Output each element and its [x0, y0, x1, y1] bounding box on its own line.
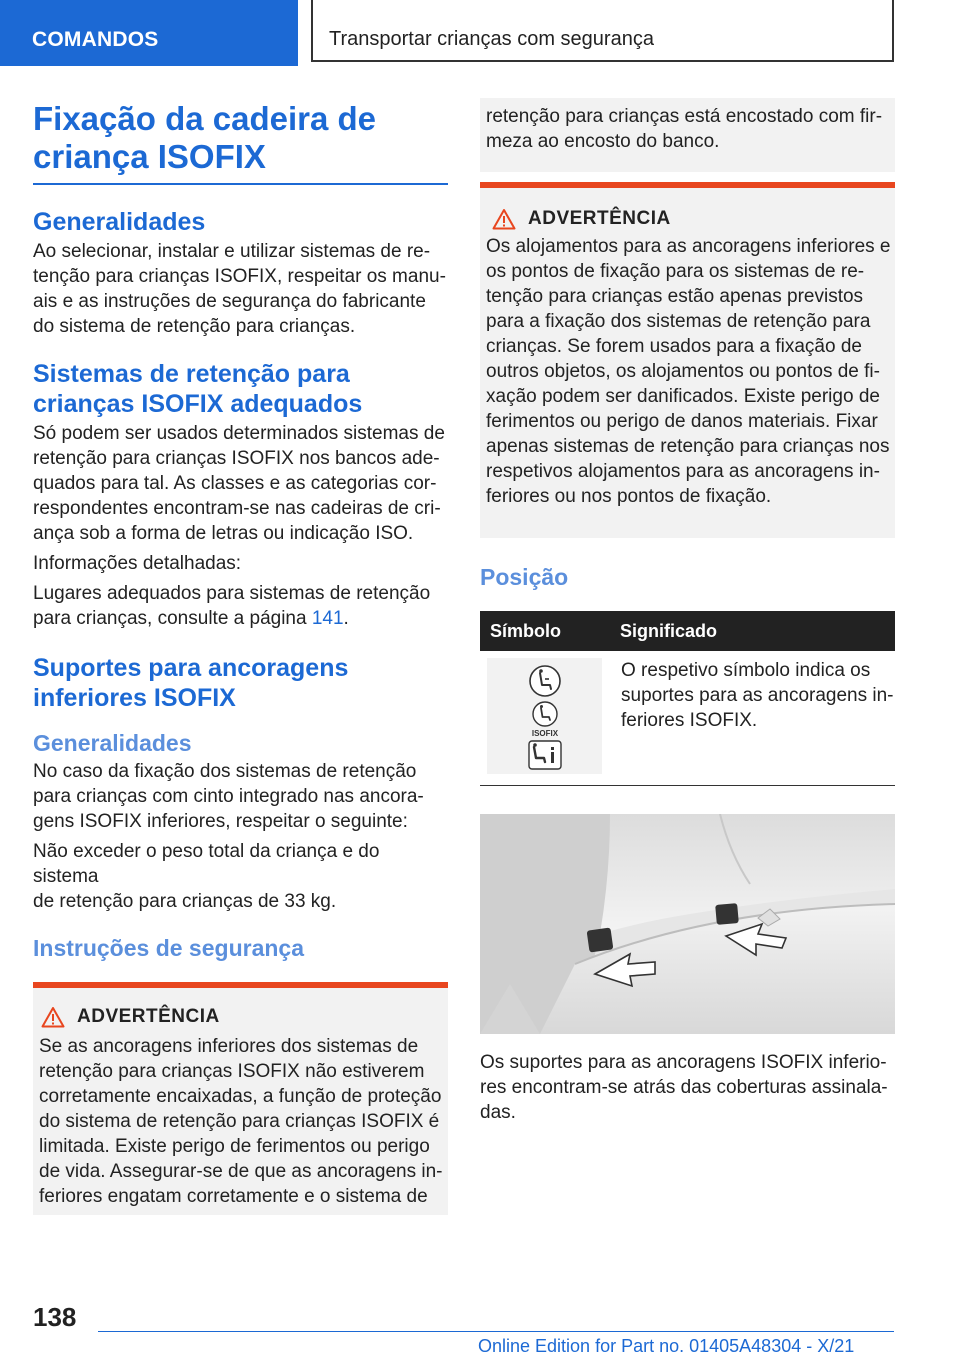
- warning-text: Se as ancoragens inferiores dos sistemas de retenção para crianças ISOFIX não estiverem corretamente encaixadas, a função de proteção do sistema de retenção para crianças ISOFIX é limitada. Existe perigo de ferimentos ou perigo de vida. Assegurar-se de que as ancoragens in- feriores engatam corretamente e o sistema de: [39, 1036, 443, 1207]
- warning-box-2: [480, 182, 895, 538]
- title-rule: [33, 183, 448, 185]
- right-column: [480, 100, 895, 786]
- isofix-label-icon: [528, 700, 562, 738]
- svg-text:ISOFIX: ISOFIX: [531, 729, 559, 738]
- table-header-row: [480, 611, 895, 651]
- col-meaning-header: Significado: [620, 611, 895, 651]
- position-heading: Posição: [480, 564, 569, 590]
- mounts-general-heading: Generalidades: [33, 730, 192, 756]
- warning-triangle-icon: [41, 1006, 65, 1028]
- col-symbol-header: Símbolo: [480, 611, 620, 651]
- mounts-heading: Suportes para ancoragens inferiores ISOFIX: [33, 654, 349, 712]
- table-row: [480, 651, 895, 774]
- page-title: Fixação da cadeira de criança ISOFIX: [33, 100, 377, 175]
- warning-triangle-icon: [492, 208, 516, 230]
- safety-heading: Instruções de segurança: [33, 935, 304, 961]
- left-column: [33, 100, 448, 1215]
- rear-seat-illustration: [480, 814, 895, 1034]
- warning-box-1: [33, 982, 448, 1215]
- details-label: Informações detalhadas:: [33, 553, 242, 574]
- warning-box-1-continued: retenção para crianças está encostado com fir- meza ao encosto do banco.: [480, 98, 895, 172]
- meaning-cell: O respetivo símbolo indica os suportes para as ancoragens in- feriores ISOFIX.: [621, 660, 894, 731]
- page-link[interactable]: 141: [311, 608, 344, 629]
- footer-rule: [98, 1331, 894, 1332]
- table-bottom-rule: [480, 785, 895, 786]
- page-number: 138: [33, 1302, 77, 1332]
- warning-title: ADVERTÊNCIA: [33, 988, 448, 1028]
- weight-paragraph: Não exceder o peso total da criança e do sistema de retenção para crianças de 33 kg.: [33, 841, 380, 912]
- edition-text: Online Edition for Part no. 01405A48304 - X/21: [478, 1336, 855, 1356]
- symbol-cell: [487, 658, 602, 774]
- chapter-tab: [311, 0, 894, 62]
- warning-text: Os alojamentos para as ancoragens inferiores e os pontos de fixação para os sistemas de re- tenção para crianças estão apenas previstos para a fixação dos sistemas de retenção para crianças. Se forem usados para a fixação de outros objetos, os alojamentos ou pontos de fi- xação podem ser danificados. Existe perigo de ferimentos ou perigo de danos materiais. Fixar apenas sistemas de retenção para crianças nos respetivos alojamentos para as ancoragens in- feriores ou nos pontos de fixação.: [486, 236, 891, 507]
- details-paragraph: Lugares adequados para sistemas de retenção para crianças, consulte a página 141.: [33, 583, 431, 629]
- suitable-paragraph: Só podem ser usados determinados sistemas de retenção para crianças ISOFIX nos bancos ade- quados para tal. As classes e as categorias cor- respondentes encontram-se nas cadeiras de cri- ança sob a forma de letras ou indicação ISO.: [33, 423, 445, 544]
- isofix-photo: [480, 814, 895, 1034]
- general-paragraph: Ao selecionar, instalar e utilizar sistemas de re- tenção para crianças ISOFIX, respeitar os manu- ais e as instruções de segurança do fabricante do sistema de retenção para crianças.: [33, 241, 446, 337]
- suitable-systems-heading: Sistemas de retenção para crianças ISOFIX adequados: [33, 360, 363, 418]
- warning-title: ADVERTÊNCIA: [480, 188, 895, 230]
- general-heading: Generalidades: [33, 208, 206, 236]
- section-tab: [0, 0, 298, 66]
- chapter-title: Transportar crianças com segurança: [329, 28, 654, 50]
- isofix-seat-icon: [528, 664, 562, 698]
- isofix-info-icon: [528, 740, 562, 770]
- photo-caption: Os suportes para as ancoragens ISOFIX inferio- res encontram-se atrás das coberturas assinala- das.: [480, 1052, 888, 1123]
- mounts-general-paragraph: No caso da fixação dos sistemas de retenção para crianças com cinto integrado nas ancora- gens ISOFIX inferiores, respeitar o seguinte:: [33, 761, 424, 832]
- symbol-table: [480, 611, 895, 774]
- section-label: COMANDOS: [32, 28, 159, 51]
